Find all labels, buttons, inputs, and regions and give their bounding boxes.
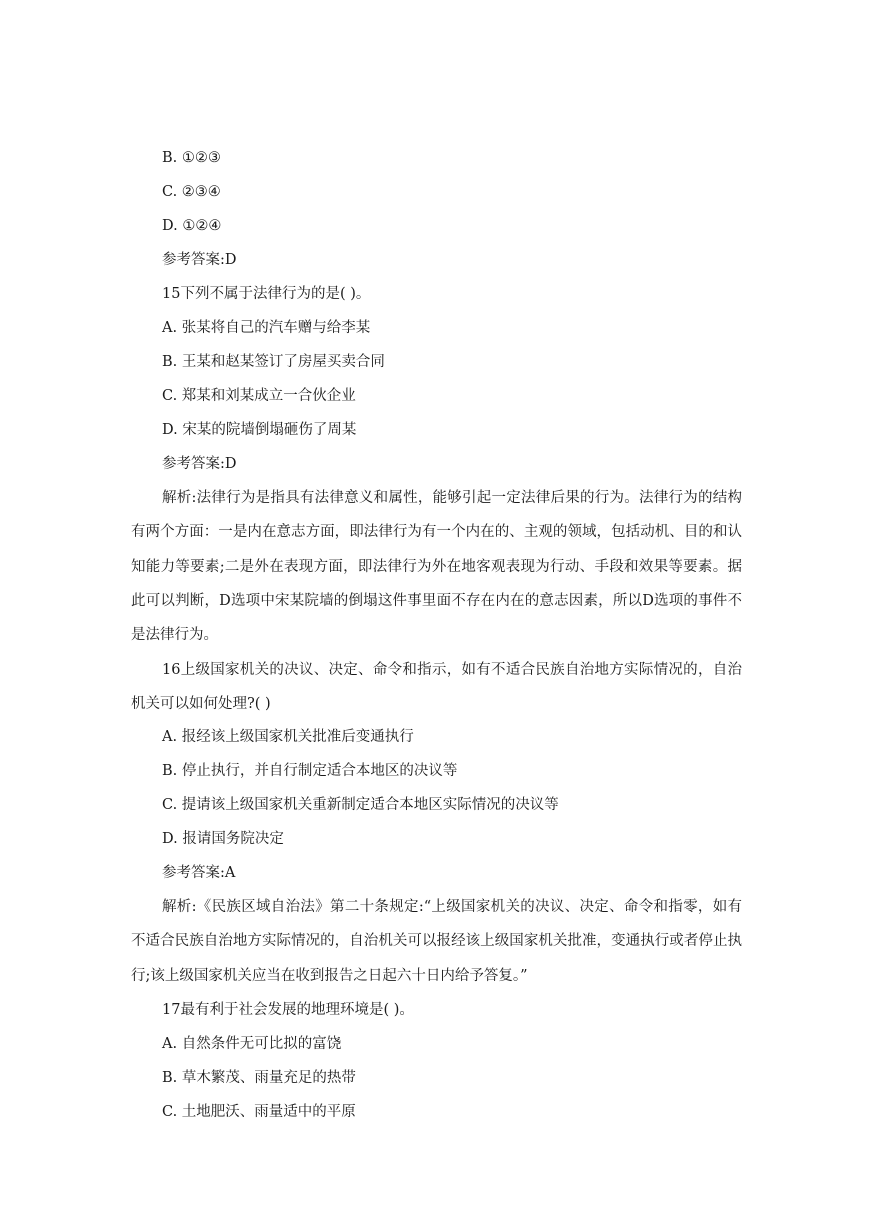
q15-stem: 15下列不属于法律行为的是( )。 bbox=[162, 286, 371, 302]
q15-answer: 参考答案:D bbox=[162, 456, 237, 472]
q15-analysis: 解析:法律行为是指具有法律意义和属性，能够引起一定法律后果的行为。法律行为的结构有两个方面：一是内在意志方面，即法律行为有一个内在的、主观的领域，包括动机、目的和认知能力等要素;二是外在表现方面，即法律行为外在地客观表现为行动、手段和效果等要素。据此可以判断，D选项中宋某院墙的倒塌这件事里面不存在内在的意志因素，所以D选项的事件不是法律行为。 bbox=[131, 490, 742, 644]
q16-analysis: 解析:《民族区域自治法》第二十条规定:“上级国家机关的决议、决定、命令和指零，如有不适合民族自治地方实际情况的，自治机关可以报经该上级国家机关批准，变通执行或者停止执行;该上级国家机关应当在收到报告之日起六十日内给予答复。” bbox=[131, 899, 742, 984]
q14-option-d: D. ①②④ bbox=[162, 218, 222, 234]
q16-answer: 参考答案:A bbox=[162, 865, 236, 881]
q14-option-b: B. ①②③ bbox=[162, 150, 221, 166]
q14-option-c: C. ②③④ bbox=[162, 184, 221, 200]
q17-option-c: C. 土地肥沃、雨量适中的平原 bbox=[162, 1104, 356, 1120]
q15-option-c: C. 郑某和刘某成立一合伙企业 bbox=[162, 388, 356, 404]
q14-answer: 参考答案:D bbox=[162, 252, 237, 268]
q17-option-a: A. 自然条件无可比拟的富饶 bbox=[162, 1036, 342, 1052]
q15-option-b: B. 王某和赵某签订了房屋买卖合同 bbox=[162, 354, 385, 370]
q17-stem: 17最有利于社会发展的地理环境是( )。 bbox=[162, 1002, 414, 1018]
q16-option-c: C. 提请该上级国家机关重新制定适合本地区实际情况的决议等 bbox=[162, 797, 559, 813]
q16-option-a: A. 报经该上级国家机关批准后变通执行 bbox=[162, 729, 414, 745]
q15-option-d: D. 宋某的院墙倒塌砸伤了周某 bbox=[162, 422, 357, 438]
q15-option-a: A. 张某将自己的汽车赠与给李某 bbox=[162, 320, 371, 336]
q16-option-b: B. 停止执行，并自行制定适合本地区的决议等 bbox=[162, 763, 458, 779]
q16-option-d: D. 报请国务院决定 bbox=[162, 831, 284, 847]
q17-option-b: B. 草木繁茂、雨量充足的热带 bbox=[162, 1070, 356, 1086]
q16-stem: 16上级国家机关的决议、决定、命令和指示，如有不适合民族自治地方实际情况的，自治机关可以如何处理?( ) bbox=[131, 662, 742, 713]
